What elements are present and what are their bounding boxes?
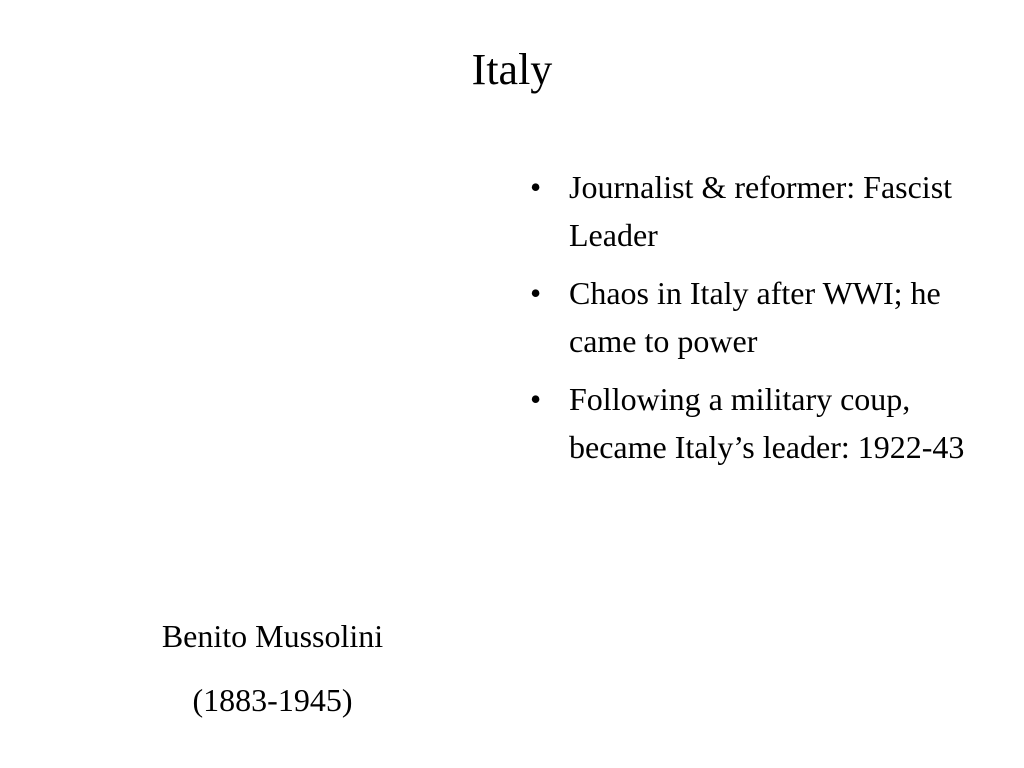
bullet-item	[530, 163, 1000, 259]
bullet-item	[530, 375, 1000, 471]
bullet-glyph: •	[530, 381, 542, 417]
bullet-glyph: •	[530, 169, 542, 205]
bullet-glyph: •	[530, 275, 542, 311]
bullet-text: Chaos in Italy after WWI; he came to power	[569, 275, 941, 359]
caption-dates: (1883-1945)	[192, 682, 353, 718]
bullet-item	[530, 269, 1000, 365]
slide-title: Italy	[471, 45, 553, 94]
bullet-text: Following a military coup, became Italy’s leader: 1922-43	[569, 381, 965, 465]
bullet-list	[530, 163, 1000, 481]
bullet-text: Journalist & reformer: Fascist Leader	[569, 169, 953, 253]
caption-name: Benito Mussolini	[161, 618, 384, 654]
